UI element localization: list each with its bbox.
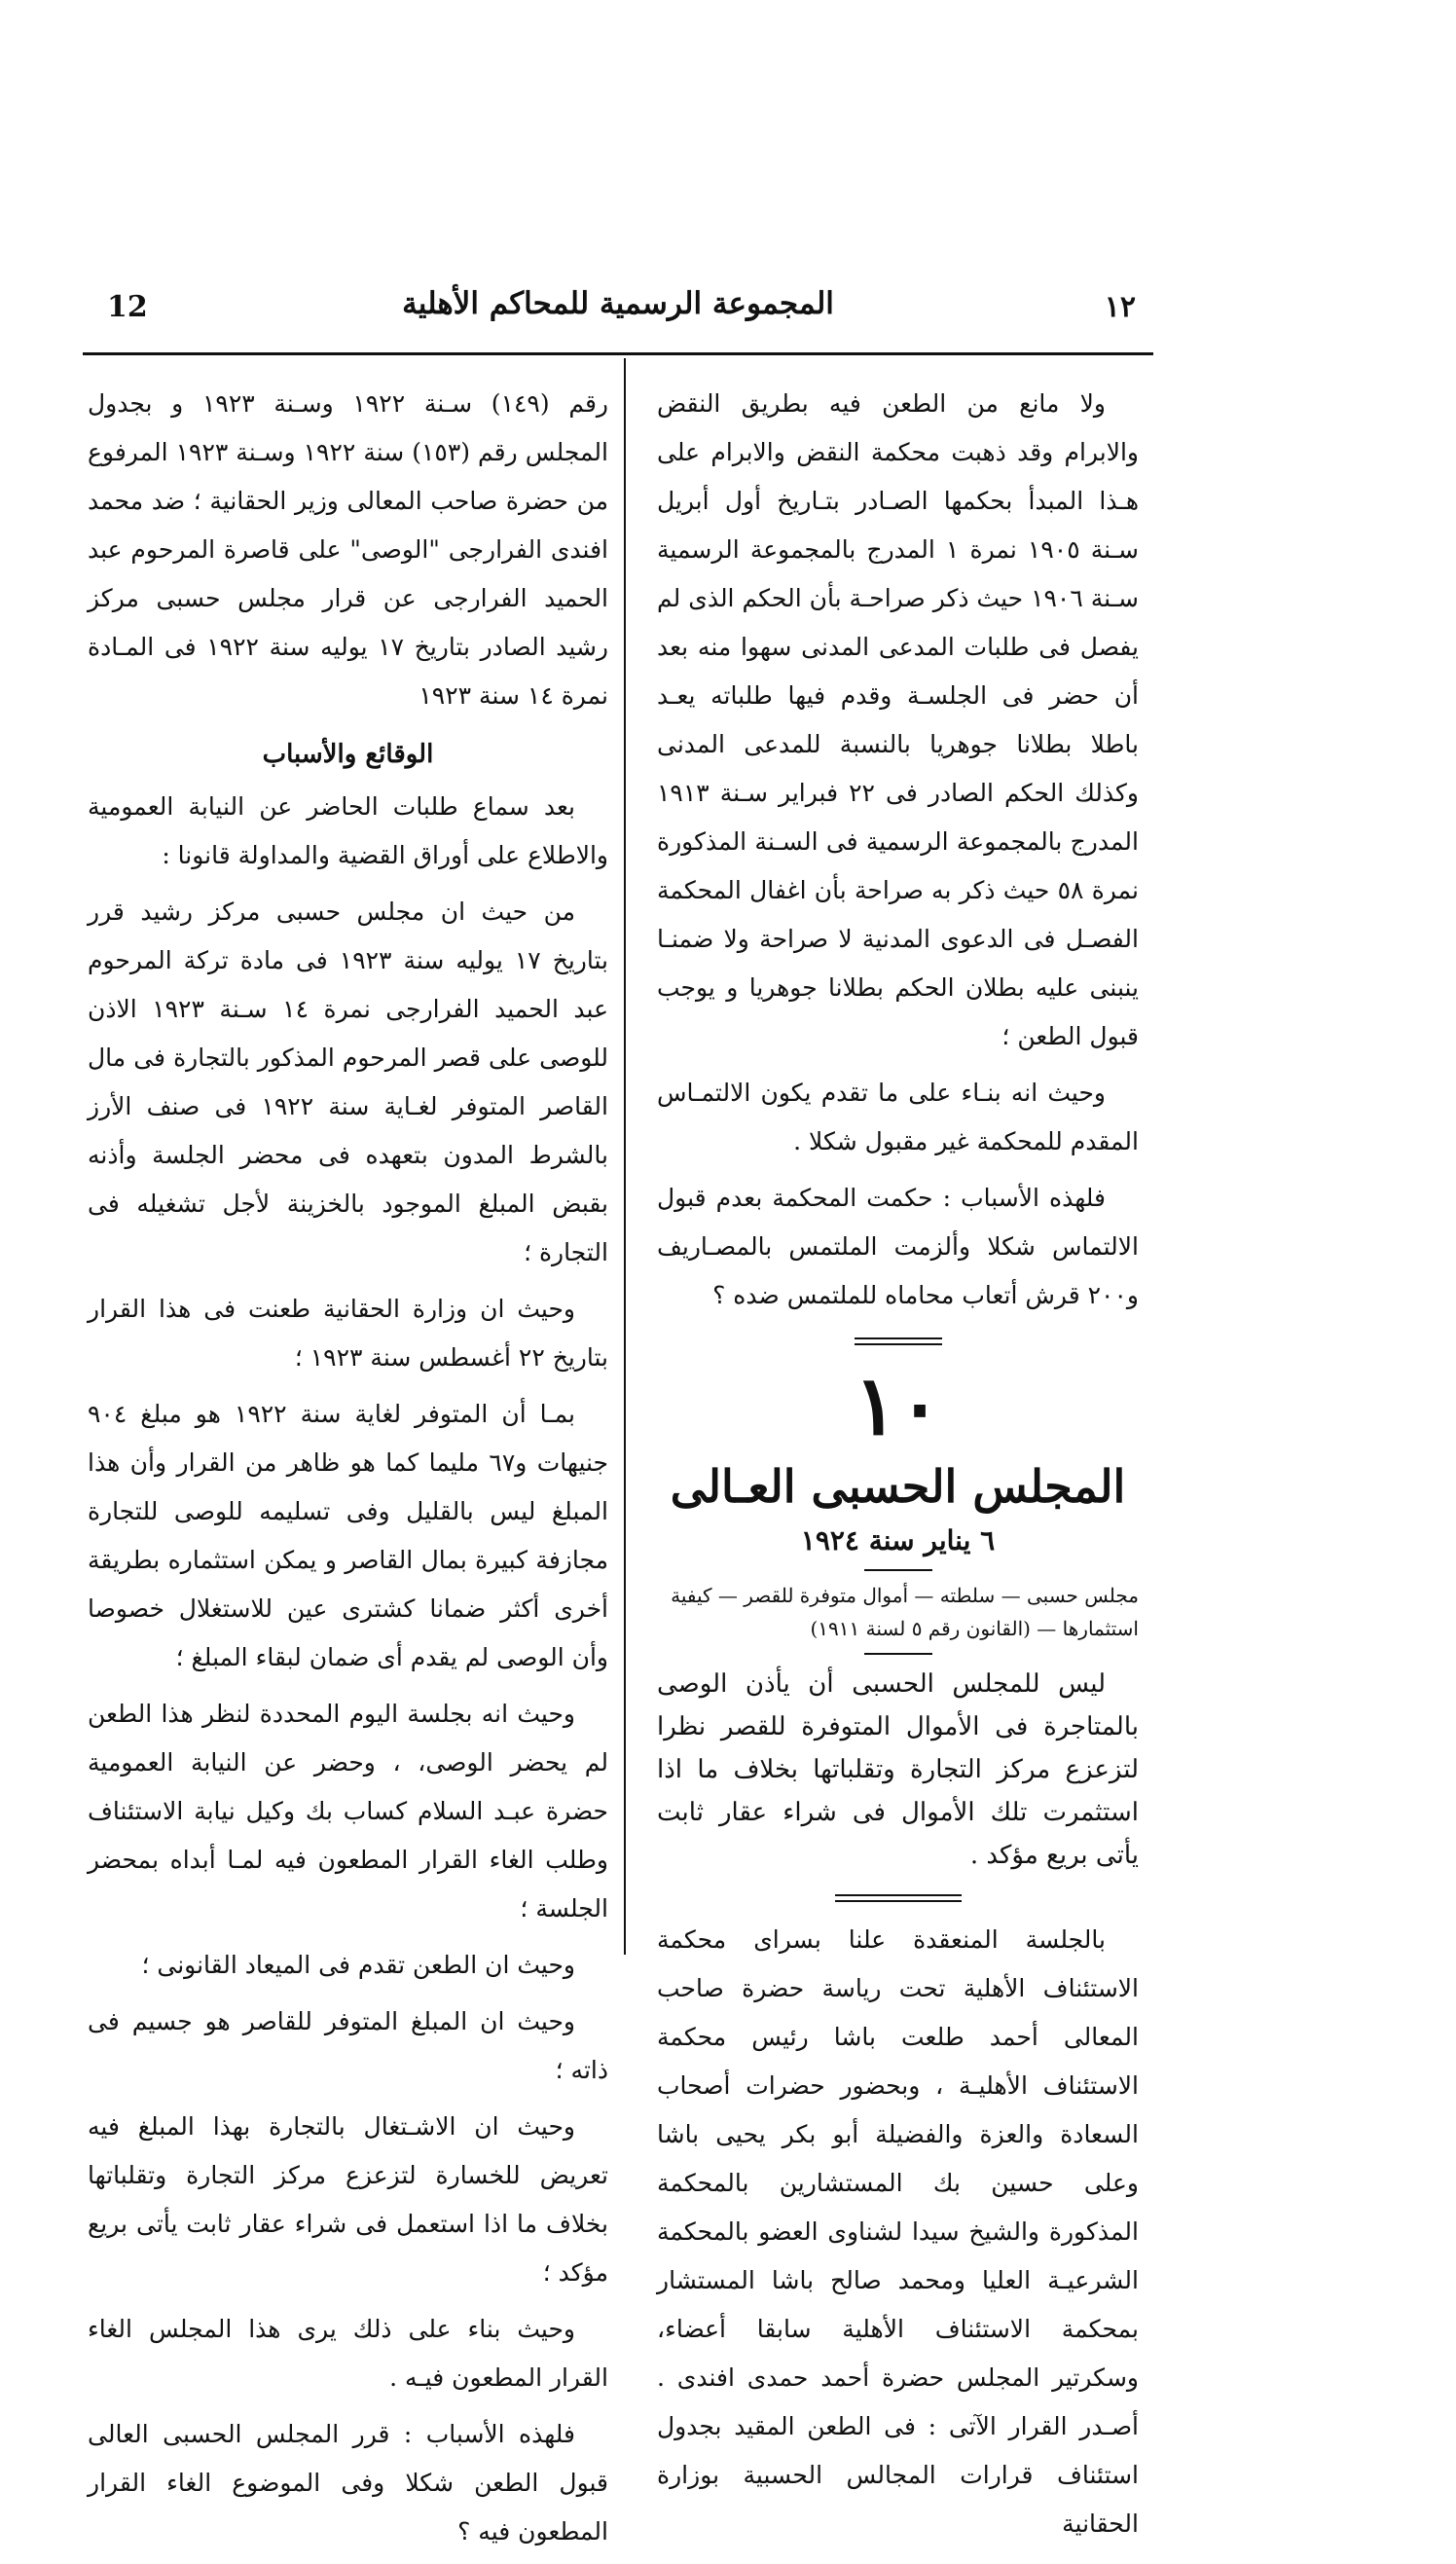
principle-separator [835, 1894, 962, 1902]
page-header [83, 282, 1153, 341]
case-intro: رقم (١٤٩) سـنة ١٩٢٢ وسـنة ١٩٢٣ و بجدول المجلس رقم (١٥٣) سنة ١٩٢٢ وسـنة ١٩٢٣ المرفوع من حضرة صاحب المعالى وزير الحقانية ؛ ضد محمد افندى الفرارجى "الوصى" على قاصرة المرحوم عبد الحميد الفرارجى عن قرار مجلس حسبى مركز رشيد الصادر بتاريخ ١٧ يوليه سنة ١٩٢٢ فى المـادة نمرة ١٤ سنة ١٩٢٣ [88, 389, 608, 710]
column-divider [624, 358, 626, 1955]
paragraph: وحيث ان المبلغ المتوفر للقاصر هو جسيم فى ذاته ؛ [88, 2007, 608, 2084]
left-column [88, 380, 608, 2564]
case-date: ٦ يناير سنة ١٩٢٤ [800, 1524, 996, 1557]
running-title: المجموعة الرسمية للمحاكم الأهلية [402, 286, 834, 321]
session-paragraph: بالجلسة المنعقدة علنا بسراى محكمة الاستئناف الأهلية تحت رياسة حضرة صاحب المعالى أحمد طلعت باشا رئيس محكمة الاستئناف الأهليـة ، وبحضور حضرات أصحاب السعادة والعزة والفضيلة أبو بكر يحيى باشا وعلى حسين بك المستشارين بالمحكمة المذكورة والشيخ سيدا لشناوى العضو بالمحكمة الشرعيـة العليا ومحمد صالح باشا المستشار بمحكمة الاستئناف الأهلية سابقا أعضاء، وسكرتير المجلس حضرة أحمد حمدى افندى . أصـدر القرار الآتى : فى الطعن المقيد بجدول استئناف قرارات المجالس الحسبية بوزارة الحقانية [657, 1925, 1139, 2538]
paragraph: وحيث بناء على ذلك يرى هذا المجلس الغاء القرار المطعون فيـه . [88, 2315, 608, 2392]
section-separator [855, 1337, 942, 1345]
case-keywords: مجلس حسبى — سلطته — أموال متوفرة للقصر — كيفية استثمارها — (القانون رقم ٥ لسنة ١٩١١) [671, 1584, 1139, 1640]
paragraph: بمـا أن المتوفر لغاية سنة ١٩٢٢ هو مبلغ ٩٠٤ جنيهات و٦٧ مليما كما هو ظاهر من القرار وأن هذا المبلغ ليس بالقليل وفى تسليمه للوصى للتجارة مجازفة كبيرة بمال القاصر و يمكن استثماره بطريقة أخرى أكثر ضمانا كشترى عين للاستغلال خصوصا وأن الوصى لم يقدم أى ضمان لبقاء المبلغ ؛ [88, 1400, 608, 1671]
right-column [657, 380, 1139, 2556]
date-underline [864, 1569, 932, 1573]
paragraph: فلهذه الأسباب : قرر المجلس الحسبى العالى قبول الطعن شكلا وفى الموضوع الغاء القرار المطعون فيه ؟ [88, 2420, 608, 2546]
paragraph: فلهذه الأسباب : حكمت المحكمة بعدم قبول الالتماس شكلا وألزمت الملتمس بالمصـاريف و٢٠٠ قرش أتعاب محاماه للملتمس ضده ؟ [657, 1184, 1139, 1309]
case-number: ١٠ [854, 1357, 942, 1453]
legal-principle: ليس للمجلس الحسبى أن يأذن الوصى بالمتاجرة فى الأموال المتوفرة للقصر نظرا لتزعزع مركز التجارة وتقلباتها بخلاف ما اذا استثمرت تلك الأموال فى شراء عقار ثابت يأتى بريع مؤكد . [657, 1669, 1139, 1870]
header-rule [83, 352, 1153, 355]
page-number-arabic: ١٢ [1104, 290, 1136, 324]
court-name: المجلس الحسبى العـالى [670, 1460, 1126, 1513]
paragraph: من حيث ان مجلس حسبى مركز رشيد قرر بتاريخ ١٧ يوليه سنة ١٩٢٣ فى مادة تركة المرحوم عبد الحميد الفرارجى نمرة ١٤ سـنة ١٩٢٣ الاذن للوصى على قصر المرحوم المذكور بالتجارة فى مال القاصر المتوفر لغـاية سنة ١٩٢٢ فى صنف الأرز بالشرط المدون بتعهده فى محضر الجلسة وأذنه بقبض المبلغ الموجود بالخزينة لأجل تشغيله فى التجارة ؛ [88, 897, 608, 1266]
paragraph: وحيث ان الاشـتغال بالتجارة بهذا المبلغ فيه تعريض للخسارة لتزعزع مركز التجارة وتقلباتها بخلاف ما اذا استعمل فى شراء عقار ثابت يأتى بريع مؤكد ؛ [88, 2112, 608, 2287]
paragraph: وحيث انه بجلسة اليوم المحددة لنظر هذا الطعن لم يحضر الوصى، ، وحضر عن النيابة العمومية حضرة عبـد السلام كساب بك وكيل نيابة الاستئناف وطلب الغاء القرار المطعون فيه لمـا أبداه بمحضر الجلسة ؛ [88, 1700, 608, 1923]
paragraph: وحيث ان وزارة الحقانية طعنت فى هذا القرار بتاريخ ٢٢ أغسطس سنة ١٩٢٣ ؛ [88, 1295, 608, 1372]
paragraph: وحيث انه بنـاء على ما تقدم يكون الالتمـاس المقدم للمحكمة غير مقبول شكلا . [657, 1079, 1139, 1155]
facts-heading: الوقائع والأسباب [262, 740, 434, 769]
paragraph: بعد سماع طلبات الحاضر عن النيابة العمومية والاطلاع على أوراق القضية والمداولة قانونا : [88, 792, 608, 869]
page-number-latin: 12 [107, 290, 148, 324]
keywords-underline [864, 1653, 932, 1657]
paragraph: ولا مانع من الطعن فيه بطريق النقض والابرام وقد ذهبت محكمة النقض والابرام على هـذا المبدأ بحكمها الصـادر بتـاريخ أول أبريل سـنة ١٩٠٥ نمرة ١ المدرج بالمجموعة الرسمية سـنة ١٩٠٦ حيث ذكر صراحـة بأن الحكم الذى لم يفصل فى طلبات المدعى المدنى سهوا منه بعد أن حضر فى الجلسـة وقدم فيها طلباته يعـد باطلا بطلانا جوهريا بالنسبة للمدعى المدنى وكذلك الحكم الصادر فى ٢٢ فبراير سـنة ١٩١٣ المدرج بالمجموعة الرسمية فى السـنة المذكورة نمرة ٥٨ حيث ذكر به صراحة بأن اغفال المحكمة الفصـل فى الدعوى المدنية لا صراحة ولا ضمنـا ينبنى عليه بطلان الحكم بطلانا جوهريا و يوجب قبول الطعن ؛ [657, 389, 1139, 1050]
paragraph: وحيث ان الطعن تقدم فى الميعاد القانونى ؛ [141, 1951, 575, 1979]
